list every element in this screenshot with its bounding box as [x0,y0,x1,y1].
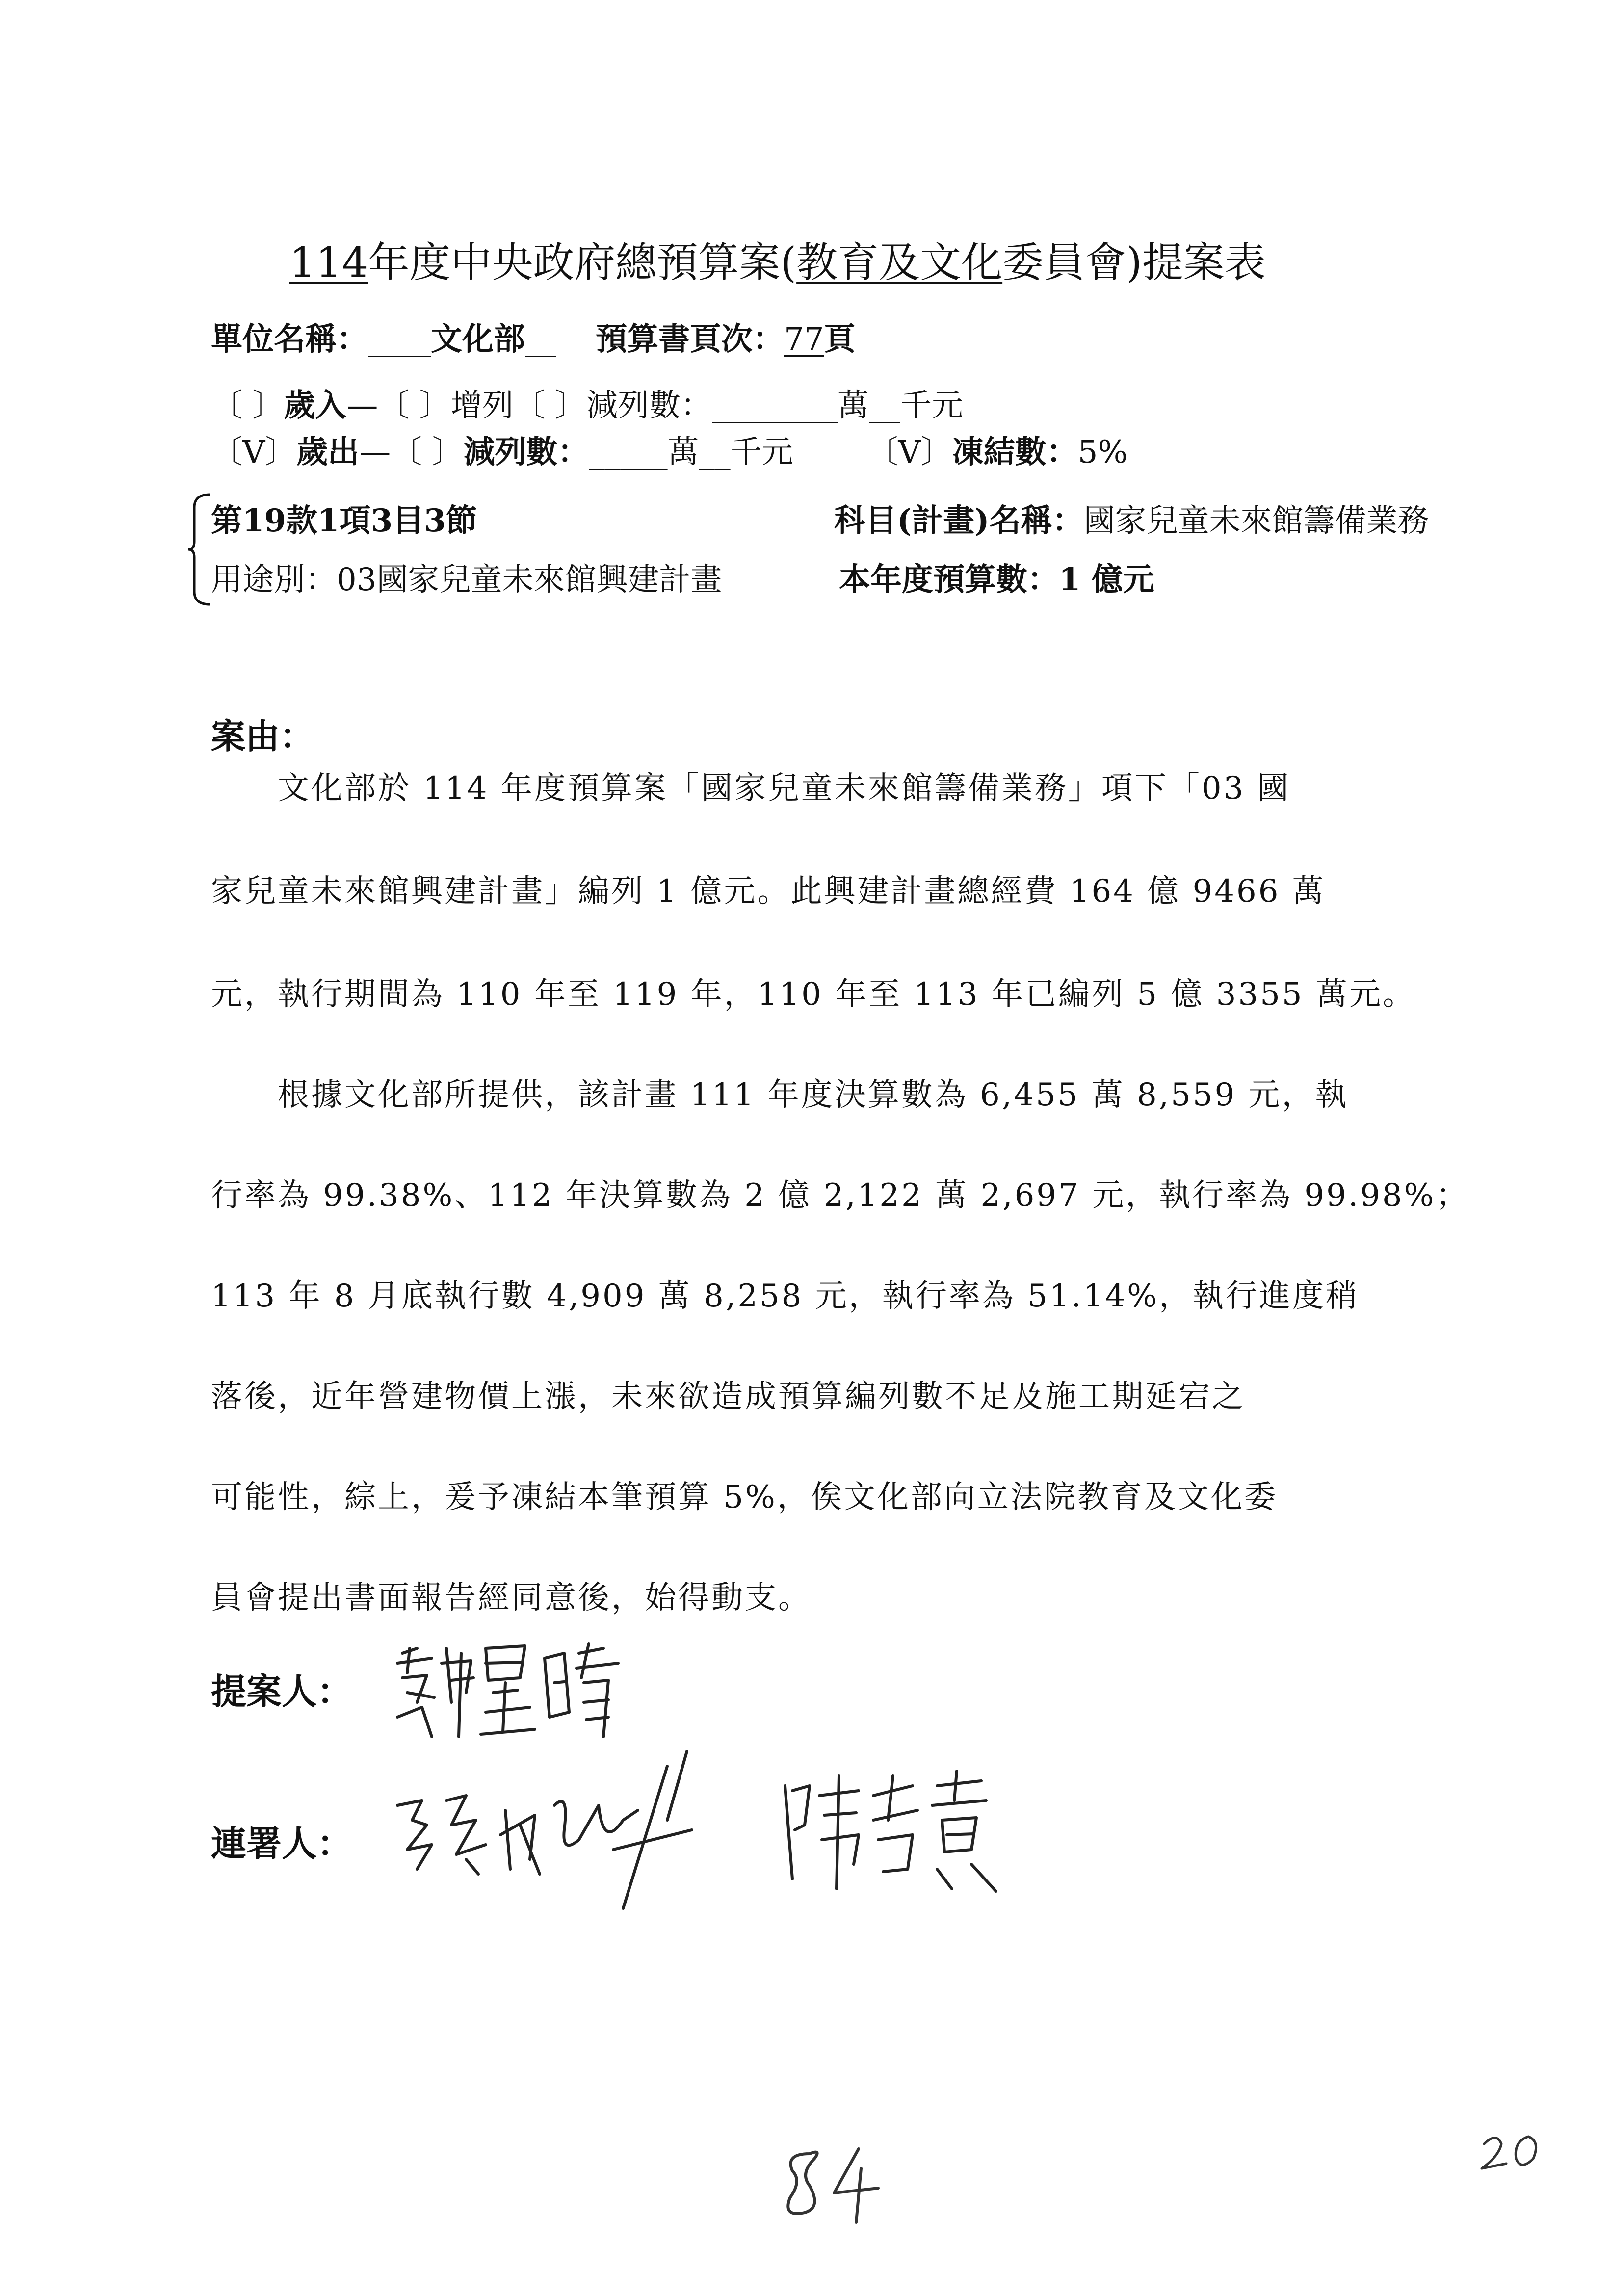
expenditure-blank-wan: _____ [589,434,668,470]
title-suffix: 委員會)提案表 [1002,238,1266,287]
cosigner-signature-2-strokes [775,1766,1030,1899]
budget-page-value: 77 [784,321,824,358]
revenue-blank-qian: __ [869,388,901,424]
annual-budget-line [839,554,1154,600]
expenditure-decrease-label: 減列數： [463,434,589,470]
use-value: 03國家兒童未來館興建計畫 [337,562,722,598]
cosigners-label: 連署人： [211,1823,353,1864]
revenue-checkbox: 〔 〕 [211,388,284,424]
reason-line: 員會提出書面報告經同意後，始得動支。 [211,1580,812,1616]
proposer-signature-strokes [388,1634,643,1747]
reason-line: 文化部於 114 年度預算案「國家兒童未來館籌備業務」項下「03 國 [211,770,1291,807]
reason-line: 元，執行期間為 110 年至 119 年，110 年至 113 年已編列 5 億 3355 萬元。 [211,976,1416,1013]
title-prefix: 年度中央政府總預算案( [368,238,797,287]
corner-number-20-strokes [1477,2124,1555,2178]
expenditure-dash: — [359,434,391,470]
revenue-increase-label: 增列 [450,388,514,424]
freeze-label: 凍結數： [952,434,1078,470]
revenue-blank-wan: ________ [712,388,838,424]
expenditure-label: 歲出 [296,434,360,470]
budget-page-unit: 頁 [824,321,856,358]
use-line [211,554,722,600]
annual-budget-label: 本年度預算數： [839,561,1059,598]
revenue-decrease-label: 減列數： [586,388,712,424]
freeze-checkbox: 〔V〕 [866,434,952,470]
reason-line: 落後，近年營建物價上漲，未來欲造成預算編列數不足及施工期延宕之 [211,1379,1245,1415]
annual-budget-value: 1 億元 [1059,561,1154,598]
reason-heading: 案由： [211,716,314,757]
revenue-qian-yuan: 千元 [900,388,964,424]
form-title [289,230,1266,289]
unit-value: 文化部 [431,321,525,358]
subject-line [834,496,1429,541]
revenue-increase-checkbox: 〔 〕 [378,388,451,424]
title-year: 114 [289,238,368,287]
revenue-line [211,380,963,425]
reason-line: 可能性，綜上，爰予凍結本筆預算 5%，俟文化部向立法院教育及文化委 [211,1479,1278,1515]
expenditure-checkbox: 〔V〕 [211,434,297,470]
reason-line: 113 年 8 月底執行數 4,909 萬 8,258 元，執行率為 51.14%，執行進度稍 [211,1278,1360,1314]
item-bracket [185,491,215,608]
budget-page-label: 預算書頁次： [596,321,784,358]
expenditure-blank-qian: __ [699,434,731,470]
use-label: 用途別： [211,562,337,598]
expenditure-wan: 萬 [667,434,699,470]
reason-line: 行率為 99.38%、112 年決算數為 2 億 2,122 萬 2,697 元，執行率為 99.98%； [211,1177,1469,1214]
revenue-label: 歲入 [284,387,347,424]
proposer-label: 提案人： [211,1670,353,1712]
freeze-value: 5% [1077,434,1128,470]
revenue-dash: — [346,388,378,424]
revenue-decrease-checkbox: 〔 〕 [513,388,587,424]
page-number-84-strokes [775,2139,893,2227]
item-code: 第19款1項3目3節 [211,502,477,539]
cosigner-signature-1-strokes [393,1747,746,1933]
reason-line: 家兒童未來館興建計畫」編列 1 億元。此興建計畫總經費 164 億 9466 萬 [211,873,1326,910]
unit-label: 單位名稱： [211,321,368,358]
expenditure-decrease-checkbox: 〔 〕 [391,434,464,470]
unit-blank-before: ____ [368,321,431,358]
revenue-wan: 萬 [838,388,869,424]
reason-line: 根據文化部所提供，該計畫 111 年度決算數為 6,455 萬 8,559 元，執 [211,1077,1349,1113]
title-committee: 教育及文化 [796,238,1003,287]
unit-line [211,314,855,359]
subject-value: 國家兒童未來館籌備業務 [1083,503,1429,539]
subject-label: 科目(計畫)名稱： [834,502,1084,539]
unit-blank-after: __ [525,321,556,358]
expenditure-line [211,427,1127,472]
expenditure-qian-yuan: 千元 [730,434,793,470]
